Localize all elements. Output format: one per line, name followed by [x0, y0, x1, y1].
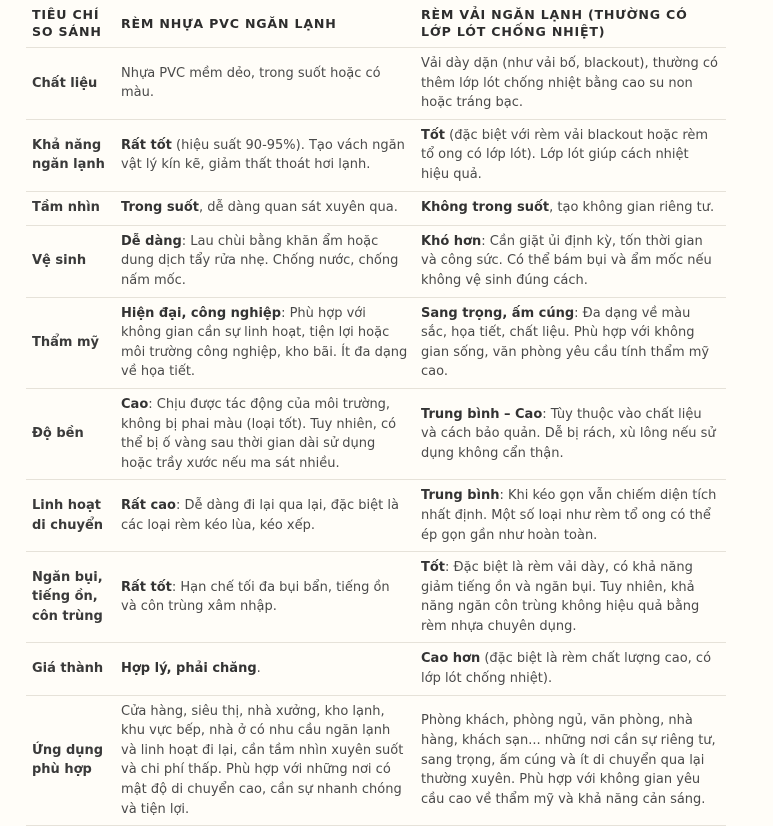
row-pvc-cell	[115, 225, 415, 297]
row-fabric-text: : Tùy thuộc vào chất liệu và cách bảo quản. Dễ bị rách, xù lông nếu sử dụng không cẩn thận.	[421, 406, 716, 461]
row-pvc-highlight: Hiện đại, công nghiệp	[121, 305, 282, 321]
row-fabric-cell	[415, 388, 726, 479]
table-row	[26, 552, 726, 643]
table-row	[26, 119, 726, 191]
row-fabric-text: : Cần giặt ủi định kỳ, tốn thời gian và công sức. Có thể bám bụi và ẩm mốc nếu không vệ sinh đúng cách.	[421, 233, 712, 288]
row-fabric-cell	[415, 119, 726, 191]
row-fabric-highlight: Cao hơn	[421, 651, 481, 667]
row-fabric-text: , tạo không gian riêng tư.	[549, 200, 715, 216]
row-pvc-highlight: Cao	[121, 396, 149, 412]
comparison-table-container	[26, 0, 726, 826]
row-fabric-highlight: Không trong suốt	[421, 200, 550, 216]
row-fabric-text: (đặc biệt là rèm chất lượng cao, có lớp lót chống nhiệt).	[421, 651, 712, 687]
row-fabric-text: Vải dày dặn (như vải bố, blackout), thường có thêm lớp lót chống nhiệt bằng cao su non hoặc tráng bạc.	[421, 56, 718, 111]
row-fabric-text: : Khi kéo gọn vẫn chiếm diện tích nhất định. Một số loại như rèm tổ ong có thể ép gọn gần như hoàn toàn.	[421, 488, 717, 543]
row-pvc-highlight: Rất cao	[121, 498, 176, 514]
table-row	[26, 695, 726, 826]
row-fabric-highlight: Trung bình	[421, 488, 500, 504]
row-pvc-cell	[115, 119, 415, 191]
row-criterion: Ứng dụng phù hợp	[26, 695, 115, 826]
row-pvc-highlight: Rất tốt	[121, 137, 172, 153]
row-fabric-cell	[415, 695, 726, 826]
table-row	[26, 48, 726, 120]
row-fabric-cell	[415, 297, 726, 388]
row-pvc-cell	[115, 695, 415, 826]
row-pvc-cell	[115, 480, 415, 552]
table-row	[26, 191, 726, 225]
row-criterion: Thẩm mỹ	[26, 297, 115, 388]
row-fabric-text: : Đặc biệt là rèm vải dày, có khả năng giảm tiếng ồn và ngăn bụi. Tuy nhiên, khả năng ngăn côn trùng không hiệu quả bằng rèm nhựa chuyên dụng.	[421, 560, 700, 634]
row-fabric-cell	[415, 191, 726, 225]
table-row	[26, 388, 726, 479]
row-fabric-text: : Đa dạng về màu sắc, họa tiết, chất liệu. Phù hợp với không gian sống, văn phòng yêu cầu tính thẩm mỹ cao.	[421, 305, 710, 380]
table-header	[26, 0, 726, 48]
row-fabric-cell	[415, 552, 726, 643]
row-pvc-text: , dễ dàng quan sát xuyên qua.	[199, 200, 398, 216]
header-row	[26, 0, 726, 48]
table-row	[26, 225, 726, 297]
row-pvc-text: : Dễ dàng đi lại qua lại, đặc biệt là các loại rèm kéo lùa, kéo xếp.	[121, 498, 399, 533]
row-pvc-text: Nhựa PVC mềm dẻo, trong suốt hoặc có màu.	[121, 65, 381, 101]
row-fabric-text: (đặc biệt với rèm vải blackout hoặc rèm tổ ong có lớp lót). Lớp lót giúp cách nhiệt hiệu quả.	[421, 127, 709, 183]
row-fabric-cell	[415, 48, 726, 120]
row-pvc-text: : Lau chùi bằng khăn ẩm hoặc dung dịch tẩy rửa nhẹ. Chống nước, chống nấm mốc.	[121, 233, 399, 288]
row-pvc-cell	[115, 388, 415, 479]
row-pvc-cell	[115, 643, 415, 695]
row-fabric-highlight: Tốt	[421, 560, 446, 576]
row-fabric-highlight: Tốt	[421, 127, 446, 143]
header-pvc: RÈM NHỰA PVC NGĂN LẠNH	[115, 0, 415, 48]
table-row	[26, 297, 726, 388]
row-fabric-cell	[415, 480, 726, 552]
table-row	[26, 643, 726, 695]
row-criterion: Giá thành	[26, 643, 115, 695]
row-fabric-cell	[415, 225, 726, 297]
table-row	[26, 480, 726, 552]
row-criterion: Vệ sinh	[26, 225, 115, 297]
row-pvc-cell	[115, 297, 415, 388]
row-criterion: Ngăn bụi, tiếng ồn, côn trùng	[26, 552, 115, 643]
row-fabric-highlight: Khó hơn	[421, 233, 482, 249]
row-pvc-cell	[115, 48, 415, 120]
row-pvc-highlight: Dễ dàng	[121, 233, 182, 249]
row-fabric-text: Phòng khách, phòng ngủ, văn phòng, nhà hàng, khách sạn... những nơi cần sự riêng tư, sang trọng, ấm cúng và ít di chuyển qua lại thường xuyên. Phù hợp với không gian yêu cầu cao về thẩm mỹ và khả năng cản sáng.	[421, 713, 716, 807]
header-fabric: RÈM VẢI NGĂN LẠNH (THƯỜNG CÓ LỚP LÓT CHỐNG NHIỆT)	[415, 0, 726, 48]
row-fabric-highlight: Sang trọng, ấm cúng	[421, 305, 575, 321]
row-pvc-cell	[115, 191, 415, 225]
row-pvc-text: .	[256, 661, 261, 677]
row-criterion: Linh hoạt di chuyển	[26, 480, 115, 552]
row-criterion: Chất liệu	[26, 48, 115, 120]
header-criterion: TIÊU CHÍ SO SÁNH	[26, 0, 115, 48]
row-pvc-text: : Phù hợp với không gian cần sự linh hoạt, tiện lợi hoặc môi trường công nghiệp, kho bãi. Ít đa dạng về họa tiết.	[121, 305, 408, 380]
row-pvc-highlight: Trong suốt	[121, 200, 200, 216]
row-fabric-highlight: Trung bình – Cao	[421, 406, 543, 422]
row-pvc-text: (hiệu suất 90-95%). Tạo vách ngăn vật lý kín kẽ, giảm thất thoát hơi lạnh.	[121, 137, 405, 173]
comparison-table	[26, 0, 726, 826]
row-pvc-text: : Chịu được tác động của môi trường, không bị phai màu (loại tốt). Tuy nhiên, có thể bị ố vàng sau thời gian dài sử dụng hoặc trầy xước nếu ma sát nhiều.	[121, 396, 397, 471]
row-criterion: Tầm nhìn	[26, 191, 115, 225]
row-criterion: Khả năng ngăn lạnh	[26, 119, 115, 191]
row-pvc-highlight: Rất tốt	[121, 579, 172, 595]
row-criterion: Độ bền	[26, 388, 115, 479]
row-pvc-text: Cửa hàng, siêu thị, nhà xưởng, kho lạnh, khu vực bếp, nhà ở có nhu cầu ngăn lạnh và linh hoạt đi lại, cần tầm nhìn xuyên suốt và chi phí thấp. Phù hợp với những nơi có mật độ di chuyển cao, cần sự nhanh chóng và tiện lợi.	[121, 703, 404, 817]
row-pvc-cell	[115, 552, 415, 643]
row-pvc-text: : Hạn chế tối đa bụi bẩn, tiếng ồn và côn trùng xâm nhập.	[121, 579, 390, 615]
table-body	[26, 48, 726, 826]
row-pvc-highlight: Hợp lý, phải chăng	[121, 661, 257, 677]
row-fabric-cell	[415, 643, 726, 695]
